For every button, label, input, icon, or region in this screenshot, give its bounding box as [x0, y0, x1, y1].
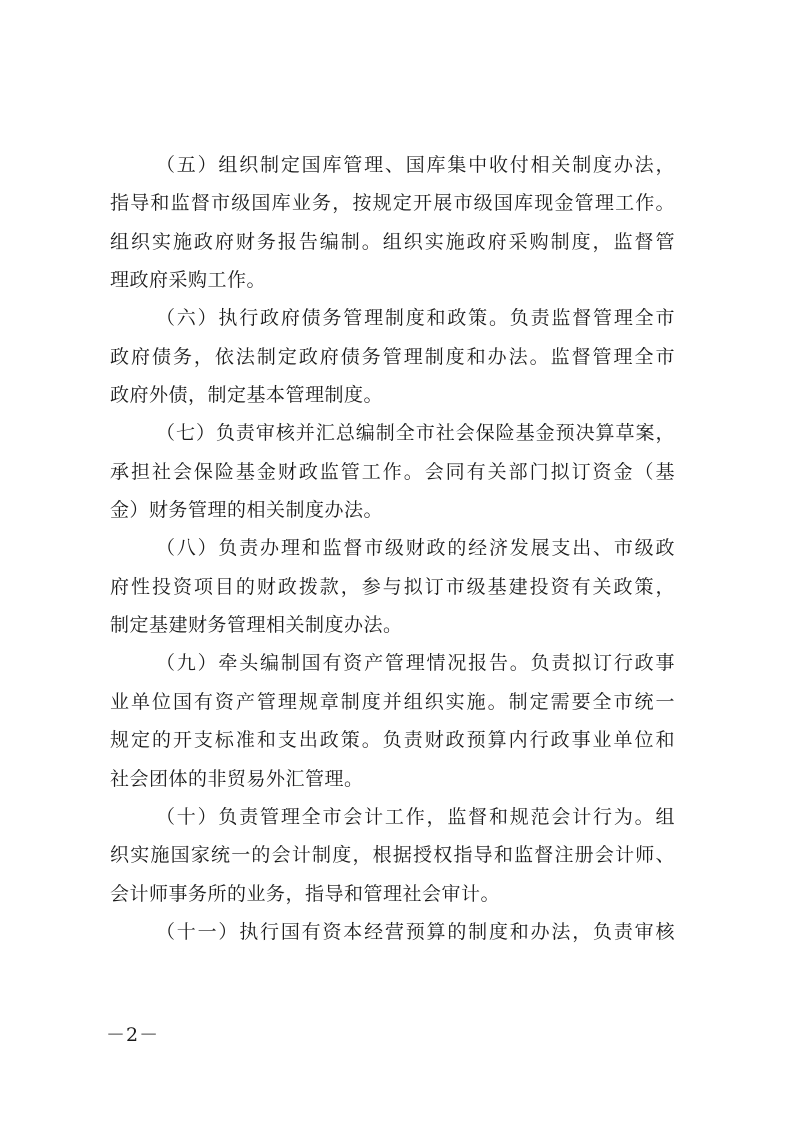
text-line: 政府债务，依法制定政府债务管理制度和办法。监督管理全市: [110, 345, 675, 368]
text-line: 理政府采购工作。: [110, 269, 267, 292]
paragraph-8: [110, 529, 675, 644]
paragraph-9: [110, 644, 675, 797]
paragraph-6: [110, 299, 675, 414]
text-line: 府性投资项目的财政拨款，参与拟订市级基建投资有关政策，: [110, 575, 675, 598]
text-line: 组织实施政府财务报告编制。组织实施政府采购制度，监督管: [110, 230, 675, 253]
paragraph-11: [110, 913, 675, 951]
document-body: [110, 146, 675, 951]
text-line: 指导和监督市级国库业务，按规定开展市级国库现金管理工作。: [110, 192, 675, 215]
text-line: 规定的开支标准和支出政策。负责财政预算内行政事业单位和: [110, 729, 675, 752]
text-line: （十一）执行国有资本经营预算的制度和办法，负责审核: [156, 920, 675, 943]
text-line: 金）财务管理的相关制度办法。: [110, 499, 384, 522]
page-number: －2－: [106, 1024, 160, 1046]
text-line: （七）负责审核并汇总编制全市社会保险基金预决算草案，: [156, 422, 675, 445]
text-line: （五）组织制定国库管理、国库集中收付相关制度办法，: [156, 154, 675, 176]
text-line: 业单位国有资产管理规章制度并组织实施。制定需要全市统一: [110, 690, 675, 713]
text-line: （九）牵头编制国有资产管理情况报告。负责拟订行政事: [156, 652, 675, 675]
text-line: 织实施国家统一的会计制度，根据授权指导和监督注册会计师、: [110, 844, 675, 867]
text-line: 会计师事务所的业务，指导和管理社会审计。: [110, 882, 501, 905]
text-line: （八）负责办理和监督市级财政的经济发展支出、市级政: [156, 537, 675, 560]
text-line: （六）执行政府债务管理制度和政策。负责监督管理全市: [156, 307, 675, 330]
text-line: 制定基建财务管理相关制度办法。: [110, 614, 403, 637]
text-line: 承担社会保险基金财政监管工作。会同有关部门拟订资金（基: [110, 460, 675, 483]
text-line: （十）负责管理全市会计工作，监督和规范会计行为。组: [156, 805, 675, 828]
paragraph-5: [110, 146, 675, 299]
text-line: 社会团体的非贸易外汇管理。: [110, 767, 364, 790]
text-line: 政府外债，制定基本管理制度。: [110, 384, 384, 407]
paragraph-7: [110, 414, 675, 529]
paragraph-10: [110, 798, 675, 913]
